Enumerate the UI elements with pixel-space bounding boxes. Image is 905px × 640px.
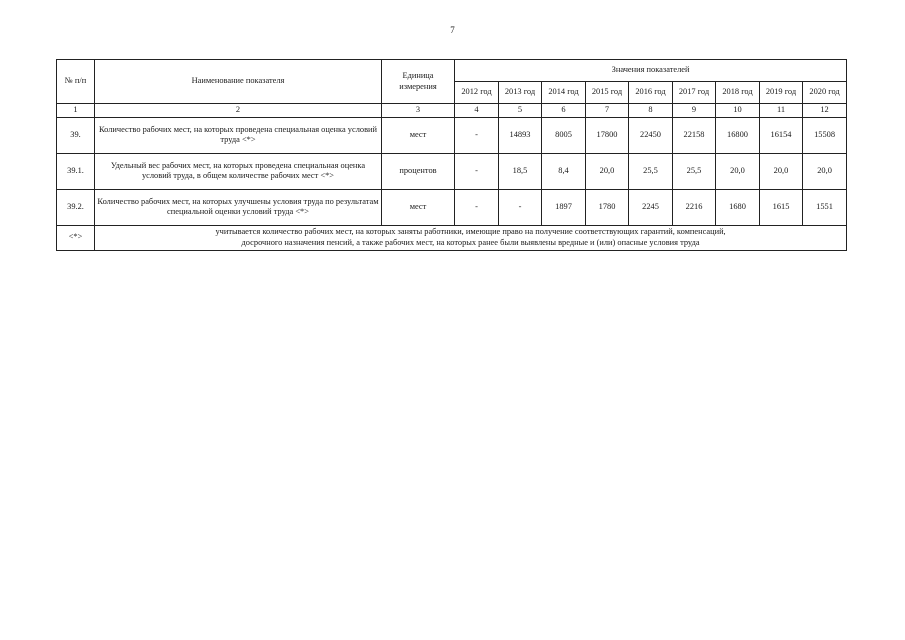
value-cell: 17800	[586, 117, 629, 153]
table-row	[57, 117, 847, 153]
indicator-name: Удельный вес рабочих мест, на которых проведена специальная оценка условий труда, в общем количестве рабочих мест <*>	[95, 153, 382, 189]
column-number: 12	[803, 104, 847, 118]
year-header: 2018 год	[716, 82, 760, 104]
value-cell: 1551	[803, 189, 847, 225]
column-number: 8	[629, 104, 673, 118]
year-header: 2016 год	[629, 82, 673, 104]
value-cell: 1780	[586, 189, 629, 225]
table-row	[57, 153, 847, 189]
footnote-mark: <*>	[57, 225, 95, 250]
indicator-name: Количество рабочих мест, на которых проведена специальная оценка условий труда <*>	[95, 117, 382, 153]
value-cell: 2216	[673, 189, 716, 225]
value-cell: 18,5	[499, 153, 542, 189]
value-cell: 8,4	[542, 153, 586, 189]
value-cell: 14893	[499, 117, 542, 153]
value-cell: 20,0	[716, 153, 760, 189]
header-unit: Единица измерения	[382, 60, 455, 104]
year-header: 2012 год	[455, 82, 499, 104]
unit: процентов	[382, 153, 455, 189]
value-cell: 2245	[629, 189, 673, 225]
value-cell: 20,0	[803, 153, 847, 189]
value-cell: 1897	[542, 189, 586, 225]
header-values-group: Значения показателей	[455, 60, 847, 82]
header-num: № п/п	[57, 60, 95, 104]
footnote-line-1: учитывается количество рабочих мест, на которых заняты работники, имеющие право на получение соответствующих гарантий, компенсаций,	[215, 227, 726, 236]
value-cell: 25,5	[629, 153, 673, 189]
header-row	[57, 60, 847, 82]
value-cell: -	[455, 153, 499, 189]
year-header: 2017 год	[673, 82, 716, 104]
column-number: 3	[382, 104, 455, 118]
year-header: 2020 год	[803, 82, 847, 104]
unit: мест	[382, 117, 455, 153]
indicator-name: Количество рабочих мест, на которых улучшены условия труда по результатам специальной оценки условий труда <*>	[95, 189, 382, 225]
value-cell: 22450	[629, 117, 673, 153]
value-cell: -	[455, 117, 499, 153]
indicators-table	[56, 59, 847, 251]
table-row	[57, 189, 847, 225]
year-header: 2019 год	[760, 82, 803, 104]
row-number: 39.2.	[57, 189, 95, 225]
column-number: 7	[586, 104, 629, 118]
footnote-line-2: досрочного назначения пенсий, а также рабочих мест, на которых ранее были выявлены вредные и (или) опасные условия труда	[241, 237, 700, 247]
column-numbers-row	[57, 104, 847, 118]
year-header: 2014 год	[542, 82, 586, 104]
column-number: 6	[542, 104, 586, 118]
header-name: Наименование показателя	[95, 60, 382, 104]
row-number: 39.1.	[57, 153, 95, 189]
value-cell: -	[499, 189, 542, 225]
value-cell: 1680	[716, 189, 760, 225]
column-number: 4	[455, 104, 499, 118]
value-cell: 20,0	[586, 153, 629, 189]
row-number: 39.	[57, 117, 95, 153]
value-cell: 16154	[760, 117, 803, 153]
value-cell: 1615	[760, 189, 803, 225]
year-header: 2013 год	[499, 82, 542, 104]
column-number: 11	[760, 104, 803, 118]
unit: мест	[382, 189, 455, 225]
footnote-row	[57, 225, 847, 250]
value-cell: 16800	[716, 117, 760, 153]
column-number: 10	[716, 104, 760, 118]
page-number: 7	[450, 25, 455, 35]
year-header: 2015 год	[586, 82, 629, 104]
value-cell: 22158	[673, 117, 716, 153]
column-number: 1	[57, 104, 95, 118]
column-number: 5	[499, 104, 542, 118]
value-cell: 8005	[542, 117, 586, 153]
value-cell: -	[455, 189, 499, 225]
column-number: 2	[95, 104, 382, 118]
footnote-text	[95, 225, 847, 250]
value-cell: 20,0	[760, 153, 803, 189]
column-number: 9	[673, 104, 716, 118]
value-cell: 15508	[803, 117, 847, 153]
value-cell: 25,5	[673, 153, 716, 189]
